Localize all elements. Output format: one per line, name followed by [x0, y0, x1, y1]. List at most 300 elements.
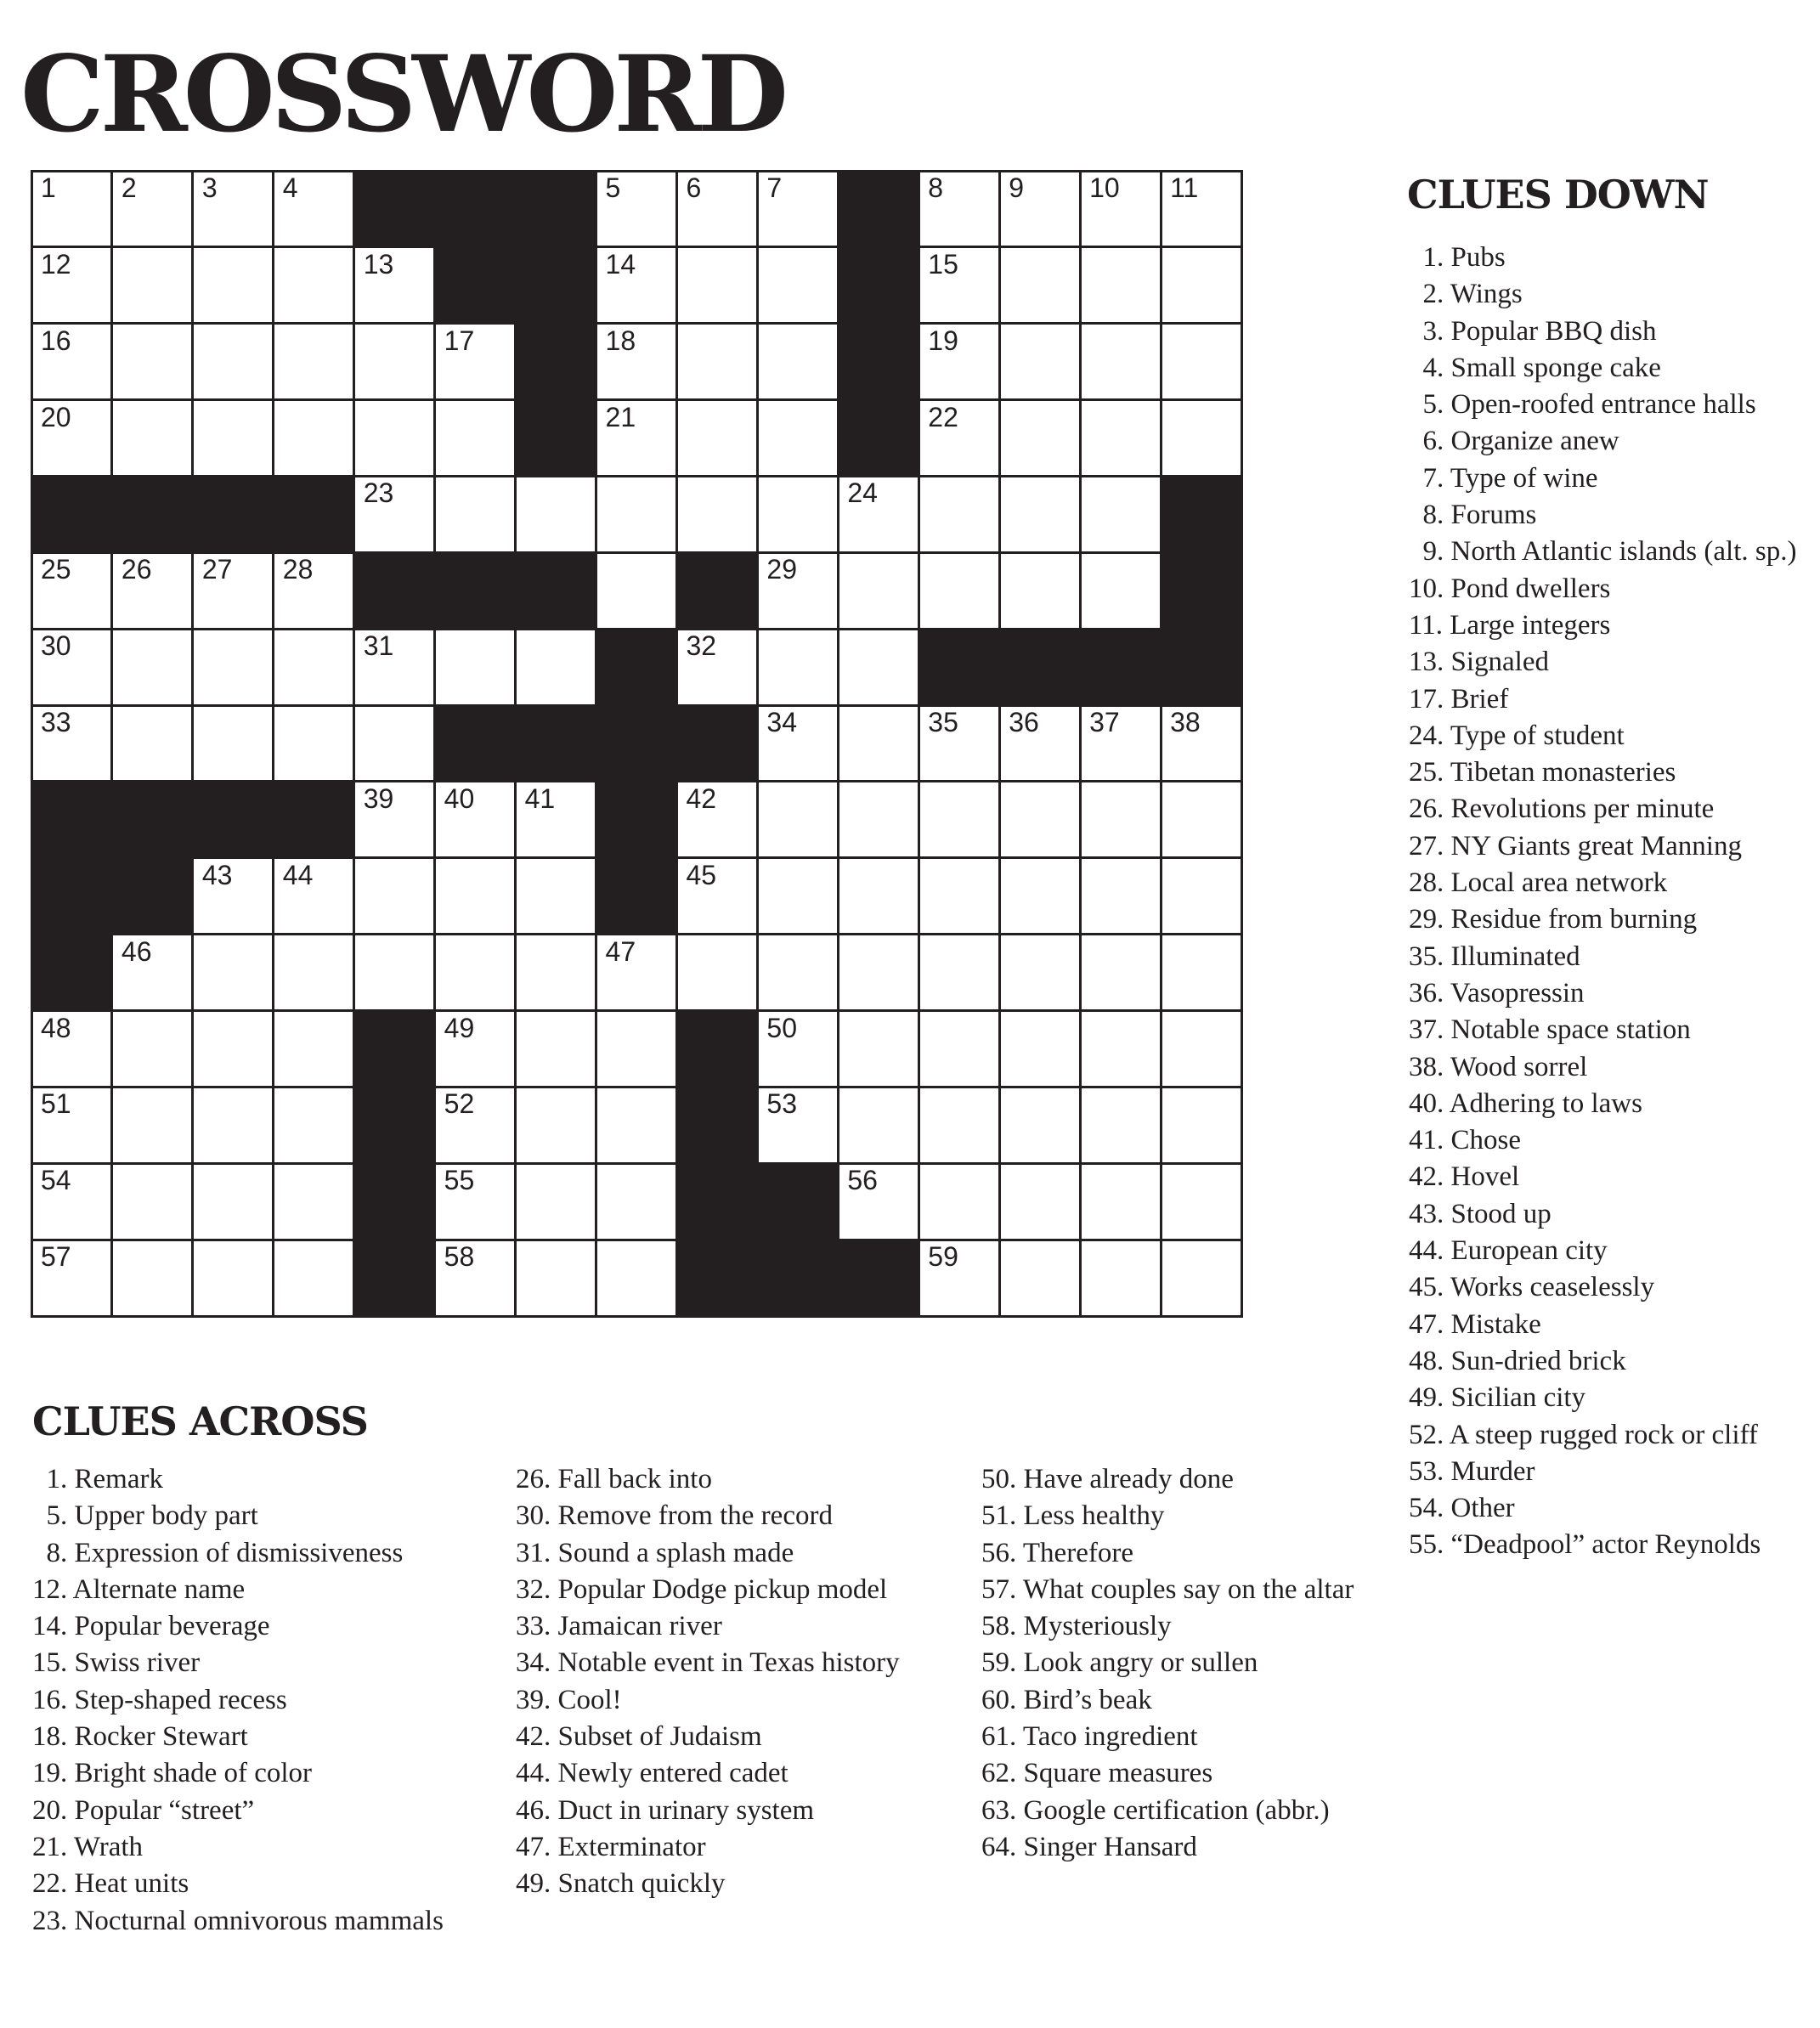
- clue-item: 43. Stood up: [1409, 1198, 1552, 1229]
- cell-number: 32: [686, 630, 717, 662]
- grid-cell[interactable]: [193, 247, 274, 324]
- grid-block: [596, 705, 677, 782]
- clue-item: 58. Mysteriously: [981, 1611, 1172, 1642]
- clue-item: 50. Have already done: [981, 1464, 1234, 1494]
- cell-number: 46: [121, 935, 152, 967]
- grid-cell[interactable]: [757, 1087, 838, 1163]
- grid-cell[interactable]: [1161, 705, 1241, 782]
- grid-cell[interactable]: [193, 171, 274, 247]
- grid-cell[interactable]: [31, 1240, 112, 1316]
- grid-cell[interactable]: [112, 629, 193, 705]
- grid-line: [31, 1162, 1243, 1165]
- grid-cell[interactable]: [435, 782, 516, 858]
- grid-line: [31, 170, 1243, 172]
- clue-item: 51. Less healthy: [981, 1500, 1165, 1532]
- grid-cell[interactable]: [354, 247, 435, 324]
- grid-cell[interactable]: [838, 1087, 918, 1163]
- grid-cell[interactable]: [596, 476, 677, 552]
- grid-cell[interactable]: [999, 400, 1080, 477]
- grid-cell[interactable]: [112, 1240, 193, 1316]
- grid-cell[interactable]: [435, 858, 516, 935]
- grid-cell[interactable]: [838, 476, 918, 552]
- clue-item: 57. What couples say on the altar: [981, 1573, 1354, 1605]
- grid-cell[interactable]: [1161, 1240, 1241, 1316]
- grid-cell[interactable]: [1080, 935, 1161, 1011]
- grid-block: [596, 629, 677, 705]
- grid-cell[interactable]: [918, 1163, 999, 1240]
- cell-number: 47: [605, 935, 636, 967]
- grid-cell[interactable]: [838, 935, 918, 1011]
- cell-number: 11: [1170, 172, 1199, 203]
- grid-cell[interactable]: [274, 629, 354, 705]
- grid-cell[interactable]: [999, 324, 1080, 400]
- grid-cell[interactable]: [193, 858, 274, 935]
- grid-line: [1160, 170, 1162, 1318]
- cell-number: 40: [444, 782, 475, 814]
- grid-cell[interactable]: [435, 400, 516, 477]
- grid-cell[interactable]: [274, 247, 354, 324]
- clue-item: 15. Swiss river: [32, 1647, 201, 1679]
- grid-cell[interactable]: [193, 629, 274, 705]
- grid-cell[interactable]: [193, 1240, 274, 1316]
- clue-item: 7. Type of wine: [1409, 462, 1598, 494]
- grid-cell[interactable]: [193, 1087, 274, 1163]
- clue-item: 49. Snatch quickly: [516, 1868, 726, 1900]
- grid-line: [31, 780, 1243, 782]
- clue-item: 52. A steep rugged rock or cliff: [1409, 1419, 1758, 1450]
- grid-cell[interactable]: [1080, 1240, 1161, 1316]
- grid-cell[interactable]: [676, 858, 757, 935]
- grid-cell[interactable]: [918, 1011, 999, 1087]
- cell-number: 37: [1089, 707, 1120, 738]
- grid-block: [516, 400, 596, 477]
- grid-cell[interactable]: [516, 935, 596, 1011]
- clues-across-column: [516, 1461, 900, 1903]
- grid-cell[interactable]: [435, 1240, 516, 1316]
- grid-cell[interactable]: [757, 552, 838, 629]
- grid-cell[interactable]: [112, 171, 193, 247]
- grid-block: [676, 1163, 757, 1240]
- grid-block: [1080, 629, 1161, 705]
- grid-cell[interactable]: [918, 476, 999, 552]
- grid-cell[interactable]: [1161, 171, 1241, 247]
- cell-number: 29: [766, 554, 797, 585]
- grid-cell[interactable]: [918, 1087, 999, 1163]
- clue-item: 12. Alternate name: [32, 1573, 246, 1605]
- grid-cell[interactable]: [918, 1240, 999, 1316]
- cell-number: 52: [444, 1088, 475, 1120]
- grid-cell[interactable]: [1080, 400, 1161, 477]
- cell-number: 57: [41, 1241, 71, 1273]
- grid-cell[interactable]: [274, 171, 354, 247]
- grid-block: [516, 552, 596, 629]
- cell-number: 51: [41, 1088, 71, 1120]
- grid-line: [31, 628, 1243, 630]
- grid-cell[interactable]: [31, 552, 112, 629]
- cell-number: 7: [766, 172, 783, 203]
- grid-cell[interactable]: [1080, 782, 1161, 858]
- grid-cell[interactable]: [918, 858, 999, 935]
- grid-cell[interactable]: [1080, 552, 1161, 629]
- grid-cell[interactable]: [676, 247, 757, 324]
- grid-cell[interactable]: [274, 1011, 354, 1087]
- grid-cell[interactable]: [596, 324, 677, 400]
- cell-number: 56: [847, 1165, 878, 1196]
- cell-number: 58: [444, 1241, 475, 1273]
- grid-cell[interactable]: [918, 400, 999, 477]
- grid-cell[interactable]: [354, 858, 435, 935]
- grid-cell[interactable]: [757, 782, 838, 858]
- grid-cell[interactable]: [516, 629, 596, 705]
- cell-number: 19: [928, 325, 958, 356]
- grid-cell[interactable]: [757, 171, 838, 247]
- grid-cell[interactable]: [999, 705, 1080, 782]
- grid-cell[interactable]: [31, 1087, 112, 1163]
- grid-line: [837, 170, 839, 1318]
- cell-number: 34: [766, 707, 797, 738]
- grid-cell[interactable]: [1161, 782, 1241, 858]
- cell-number: 21: [605, 401, 636, 432]
- grid-cell[interactable]: [918, 552, 999, 629]
- grid-cell[interactable]: [112, 1087, 193, 1163]
- grid-line: [1079, 170, 1082, 1318]
- grid-line: [675, 170, 678, 1318]
- grid-cell[interactable]: [274, 935, 354, 1011]
- clue-item: 23. Nocturnal omnivorous mammals: [32, 1905, 444, 1936]
- clue-item: 13. Signaled: [1409, 647, 1549, 678]
- grid-line: [31, 1239, 1243, 1241]
- grid-block: [435, 705, 516, 782]
- grid-cell[interactable]: [999, 1087, 1080, 1163]
- clue-item: 10. Pond dwellers: [1409, 573, 1611, 604]
- grid-cell[interactable]: [838, 1011, 918, 1087]
- grid-cell[interactable]: [918, 247, 999, 324]
- grid-cell[interactable]: [31, 705, 112, 782]
- grid-cell[interactable]: [596, 1240, 677, 1316]
- clue-item: 8. Expression of dismissiveness: [32, 1537, 404, 1568]
- clue-item: 17. Brief: [1409, 683, 1509, 715]
- grid-line: [31, 1086, 1243, 1088]
- cell-number: 45: [686, 859, 717, 890]
- grid-cell[interactable]: [435, 935, 516, 1011]
- grid-cell[interactable]: [435, 476, 516, 552]
- cell-number: 17: [444, 325, 475, 356]
- clue-item: 40. Adhering to laws: [1409, 1087, 1642, 1119]
- grid-cell[interactable]: [999, 476, 1080, 552]
- grid-cell[interactable]: [676, 400, 757, 477]
- grid-cell[interactable]: [354, 476, 435, 552]
- grid-cell[interactable]: [596, 247, 677, 324]
- grid-line: [31, 856, 1243, 859]
- grid-cell[interactable]: [1161, 324, 1241, 400]
- clue-item: 48. Sun-dried brick: [1409, 1345, 1626, 1376]
- grid-cell[interactable]: [112, 1011, 193, 1087]
- cell-number: 27: [201, 554, 233, 585]
- grid-block: [354, 1011, 435, 1087]
- cell-number: 18: [605, 325, 636, 356]
- clue-item: 53. Murder: [1409, 1455, 1535, 1487]
- grid-cell[interactable]: [516, 782, 596, 858]
- grid-cell[interactable]: [516, 1087, 596, 1163]
- grid-cell[interactable]: [1080, 1011, 1161, 1087]
- grid-cell[interactable]: [999, 1011, 1080, 1087]
- grid-cell[interactable]: [516, 476, 596, 552]
- grid-cell[interactable]: [193, 1011, 274, 1087]
- clue-item: 44. European city: [1409, 1235, 1608, 1267]
- cell-number: 13: [363, 248, 394, 280]
- grid-cell[interactable]: [435, 629, 516, 705]
- grid-cell[interactable]: [999, 858, 1080, 935]
- grid-cell[interactable]: [1080, 171, 1161, 247]
- grid-cell[interactable]: [999, 247, 1080, 324]
- grid-line: [514, 170, 517, 1318]
- grid-cell[interactable]: [918, 782, 999, 858]
- clue-item: 32. Popular Dodge pickup model: [516, 1573, 888, 1605]
- grid-cell[interactable]: [354, 629, 435, 705]
- grid-cell[interactable]: [1161, 1011, 1241, 1087]
- grid-cell[interactable]: [1161, 1087, 1241, 1163]
- grid-cell[interactable]: [596, 1011, 677, 1087]
- grid-cell[interactable]: [193, 1163, 274, 1240]
- grid-cell[interactable]: [676, 935, 757, 1011]
- grid-cell[interactable]: [112, 400, 193, 477]
- grid-cell[interactable]: [999, 935, 1080, 1011]
- grid-line: [31, 1315, 1243, 1318]
- grid-cell[interactable]: [274, 1087, 354, 1163]
- grid-cell[interactable]: [999, 171, 1080, 247]
- grid-cell[interactable]: [838, 705, 918, 782]
- grid-cell[interactable]: [274, 1240, 354, 1316]
- grid-line: [595, 170, 597, 1318]
- grid-cell[interactable]: [516, 1163, 596, 1240]
- grid-cell[interactable]: [516, 1011, 596, 1087]
- grid-cell[interactable]: [112, 1163, 193, 1240]
- grid-cell[interactable]: [112, 705, 193, 782]
- cell-number: 6: [686, 172, 702, 203]
- grid-cell[interactable]: [757, 400, 838, 477]
- grid-block: [676, 1240, 757, 1316]
- grid-cell[interactable]: [918, 935, 999, 1011]
- grid-line: [31, 246, 1243, 248]
- grid-cell[interactable]: [1080, 1087, 1161, 1163]
- grid-block: [435, 552, 516, 629]
- grid-cell[interactable]: [757, 935, 838, 1011]
- grid-cell[interactable]: [274, 1163, 354, 1240]
- grid-cell[interactable]: [435, 1011, 516, 1087]
- clue-item: 6. Organize anew: [1409, 426, 1619, 457]
- grid-cell[interactable]: [112, 935, 193, 1011]
- grid-cell[interactable]: [918, 324, 999, 400]
- grid-line: [433, 170, 436, 1318]
- grid-cell[interactable]: [516, 1240, 596, 1316]
- grid-cell[interactable]: [676, 782, 757, 858]
- grid-cell[interactable]: [274, 552, 354, 629]
- clue-item: 39. Cool!: [516, 1684, 622, 1715]
- grid-line: [31, 322, 1243, 325]
- grid-cell[interactable]: [31, 629, 112, 705]
- grid-cell[interactable]: [838, 552, 918, 629]
- clue-item: 24. Type of student: [1409, 720, 1625, 751]
- grid-cell[interactable]: [193, 400, 274, 477]
- grid-cell[interactable]: [435, 324, 516, 400]
- grid-block: [676, 705, 757, 782]
- grid-cell[interactable]: [435, 1087, 516, 1163]
- grid-cell[interactable]: [999, 552, 1080, 629]
- cell-number: 2: [121, 172, 137, 203]
- cell-number: 14: [605, 248, 636, 280]
- clue-item: 5. Open-roofed entrance halls: [1409, 389, 1756, 421]
- grid-block: [596, 782, 677, 858]
- grid-cell[interactable]: [676, 324, 757, 400]
- clue-item: 41. Chose: [1409, 1125, 1521, 1156]
- grid-cell[interactable]: [193, 705, 274, 782]
- grid-cell[interactable]: [596, 935, 677, 1011]
- grid-cell[interactable]: [838, 629, 918, 705]
- grid-block: [354, 1087, 435, 1163]
- grid-cell[interactable]: [757, 858, 838, 935]
- grid-line: [272, 170, 274, 1318]
- grid-cell[interactable]: [1080, 476, 1161, 552]
- grid-cell[interactable]: [31, 1011, 112, 1087]
- grid-cell[interactable]: [112, 324, 193, 400]
- grid-cell[interactable]: [838, 1163, 918, 1240]
- grid-cell[interactable]: [31, 171, 112, 247]
- grid-cell[interactable]: [757, 324, 838, 400]
- grid-cell[interactable]: [1161, 1163, 1241, 1240]
- grid-cell[interactable]: [676, 476, 757, 552]
- clue-item: 4. Small sponge cake: [1409, 352, 1661, 383]
- grid-cell[interactable]: [757, 247, 838, 324]
- grid-block: [435, 247, 516, 324]
- clue-item: 56. Therefore: [981, 1537, 1133, 1568]
- grid-line: [31, 1009, 1243, 1012]
- cell-number: 50: [766, 1012, 797, 1043]
- cell-number: 26: [121, 554, 152, 585]
- grid-cell[interactable]: [274, 705, 354, 782]
- cell-number: 22: [928, 401, 958, 432]
- grid-cell[interactable]: [31, 324, 112, 400]
- grid-cell[interactable]: [1161, 400, 1241, 477]
- grid-block: [1161, 552, 1241, 629]
- cell-number: 49: [444, 1012, 475, 1043]
- clue-item: 31. Sound a splash made: [516, 1537, 794, 1568]
- grid-cell[interactable]: [757, 476, 838, 552]
- grid-cell[interactable]: [596, 400, 677, 477]
- grid-cell[interactable]: [999, 1163, 1080, 1240]
- grid-cell[interactable]: [1080, 858, 1161, 935]
- grid-block: [1161, 629, 1241, 705]
- clue-item: 37. Notable space station: [1409, 1014, 1691, 1046]
- grid-cell[interactable]: [596, 1087, 677, 1163]
- grid-block: [193, 782, 274, 858]
- grid-cell[interactable]: [1080, 1163, 1161, 1240]
- grid-line: [31, 170, 33, 1318]
- grid-block: [112, 476, 193, 552]
- grid-cell[interactable]: [757, 629, 838, 705]
- grid-cell[interactable]: [1161, 247, 1241, 324]
- grid-cell[interactable]: [354, 705, 435, 782]
- clue-item: 46. Duct in urinary system: [516, 1794, 815, 1826]
- grid-cell[interactable]: [676, 629, 757, 705]
- grid-cell[interactable]: [918, 171, 999, 247]
- clue-item: 47. Mistake: [1409, 1308, 1541, 1340]
- grid-block: [516, 324, 596, 400]
- grid-cell[interactable]: [596, 552, 677, 629]
- grid-cell[interactable]: [31, 247, 112, 324]
- grid-cell[interactable]: [354, 324, 435, 400]
- cell-number: 39: [363, 782, 394, 814]
- grid-cell[interactable]: [354, 935, 435, 1011]
- grid-cell[interactable]: [112, 552, 193, 629]
- grid-cell[interactable]: [193, 552, 274, 629]
- grid-block: [354, 171, 435, 247]
- grid-cell[interactable]: [1080, 705, 1161, 782]
- grid-cell[interactable]: [193, 324, 274, 400]
- clue-item: 2. Wings: [1409, 279, 1523, 310]
- grid-cell[interactable]: [999, 782, 1080, 858]
- grid-block: [435, 171, 516, 247]
- grid-cell[interactable]: [1080, 324, 1161, 400]
- clue-item: 45. Works ceaselessly: [1409, 1272, 1655, 1303]
- grid-cell[interactable]: [354, 782, 435, 858]
- grid-cell[interactable]: [274, 858, 354, 935]
- cell-number: 10: [1089, 172, 1120, 203]
- grid-cell[interactable]: [1161, 858, 1241, 935]
- grid-block: [838, 324, 918, 400]
- grid-line: [756, 170, 759, 1318]
- clue-item: 47. Exterminator: [516, 1831, 706, 1862]
- grid-cell[interactable]: [757, 705, 838, 782]
- cell-number: 28: [282, 554, 314, 585]
- grid-block: [838, 1240, 918, 1316]
- grid-cell[interactable]: [31, 1163, 112, 1240]
- grid-cell[interactable]: [1161, 935, 1241, 1011]
- grid-cell[interactable]: [999, 1240, 1080, 1316]
- grid-cell[interactable]: [757, 1011, 838, 1087]
- clue-item: 1. Pubs: [1409, 242, 1506, 273]
- grid-cell[interactable]: [435, 1163, 516, 1240]
- grid-cell[interactable]: [31, 400, 112, 477]
- grid-cell[interactable]: [516, 858, 596, 935]
- grid-cell[interactable]: [838, 858, 918, 935]
- clue-item: 49. Sicilian city: [1409, 1382, 1586, 1414]
- clue-item: 19. Bright shade of color: [32, 1758, 313, 1789]
- grid-cell[interactable]: [274, 324, 354, 400]
- clue-item: 22. Heat units: [32, 1868, 189, 1900]
- clue-item: 20. Popular “street”: [32, 1794, 255, 1826]
- grid-cell[interactable]: [838, 782, 918, 858]
- clue-item: 28. Local area network: [1409, 867, 1668, 899]
- grid-block: [838, 171, 918, 247]
- clue-item: 33. Jamaican river: [516, 1611, 722, 1642]
- cell-number: 41: [524, 782, 556, 814]
- grid-cell[interactable]: [1080, 247, 1161, 324]
- clue-item: 21. Wrath: [32, 1831, 144, 1862]
- clue-item: 27. NY Giants great Manning: [1409, 830, 1742, 861]
- grid-cell[interactable]: [193, 935, 274, 1011]
- grid-block: [516, 705, 596, 782]
- grid-line: [110, 170, 113, 1318]
- grid-cell[interactable]: [596, 1163, 677, 1240]
- grid-cell[interactable]: [596, 171, 677, 247]
- grid-block: [516, 171, 596, 247]
- grid-cell[interactable]: [354, 400, 435, 477]
- grid-cell[interactable]: [274, 400, 354, 477]
- page-title: CROSSWORD: [20, 33, 784, 156]
- grid-cell[interactable]: [112, 247, 193, 324]
- grid-cell[interactable]: [918, 705, 999, 782]
- grid-cell[interactable]: [676, 171, 757, 247]
